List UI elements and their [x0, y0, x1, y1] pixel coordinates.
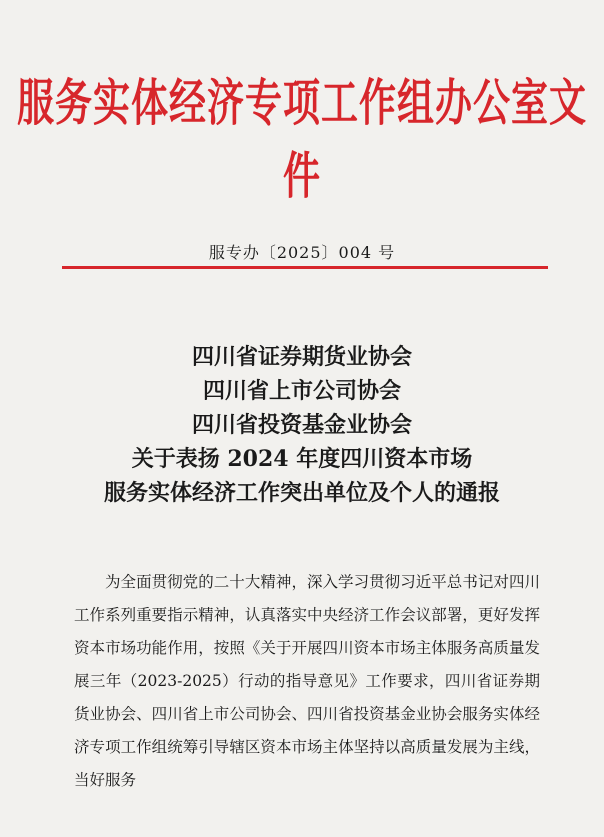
title-line-4: 关于表扬 2024 年度四川资本市场: [131, 446, 473, 472]
bleed-through-text: [40, 40, 440, 61]
notice-title: [0, 340, 604, 510]
title-line-5: 服务实体经济工作突出单位及个人的通报: [103, 480, 500, 506]
body-paragraph: 为全面贯彻党的二十大精神，深入学习贯彻习近平总书记对四川工作系列重要指示精神，认真落实中央经济工作会议部署，更好发挥资本市场功能作用，按照《关于开展四川资本市场主体服务高质量发展三年（2023-2025）行动的指导意见》工作要求，四川省证券期货业协会、四川省上市公司协会、四川省投资基金业协会服务实体经济专项工作组统筹引导辖区资本市场主体坚持以高质量发展为主线，当好服务: [74, 573, 540, 789]
title-line-3: 四川省投资基金业协会: [191, 412, 412, 438]
red-separator-line: [62, 266, 548, 269]
title-line-2: 四川省上市公司协会: [202, 378, 401, 404]
masthead-title: 服务实体经济专项工作组办公室文件: [17, 74, 587, 206]
body-text: [74, 566, 540, 797]
document-number: 服专办〔2025〕004 号: [208, 243, 396, 262]
title-line-1: 四川省证券期货业协会: [191, 344, 412, 370]
